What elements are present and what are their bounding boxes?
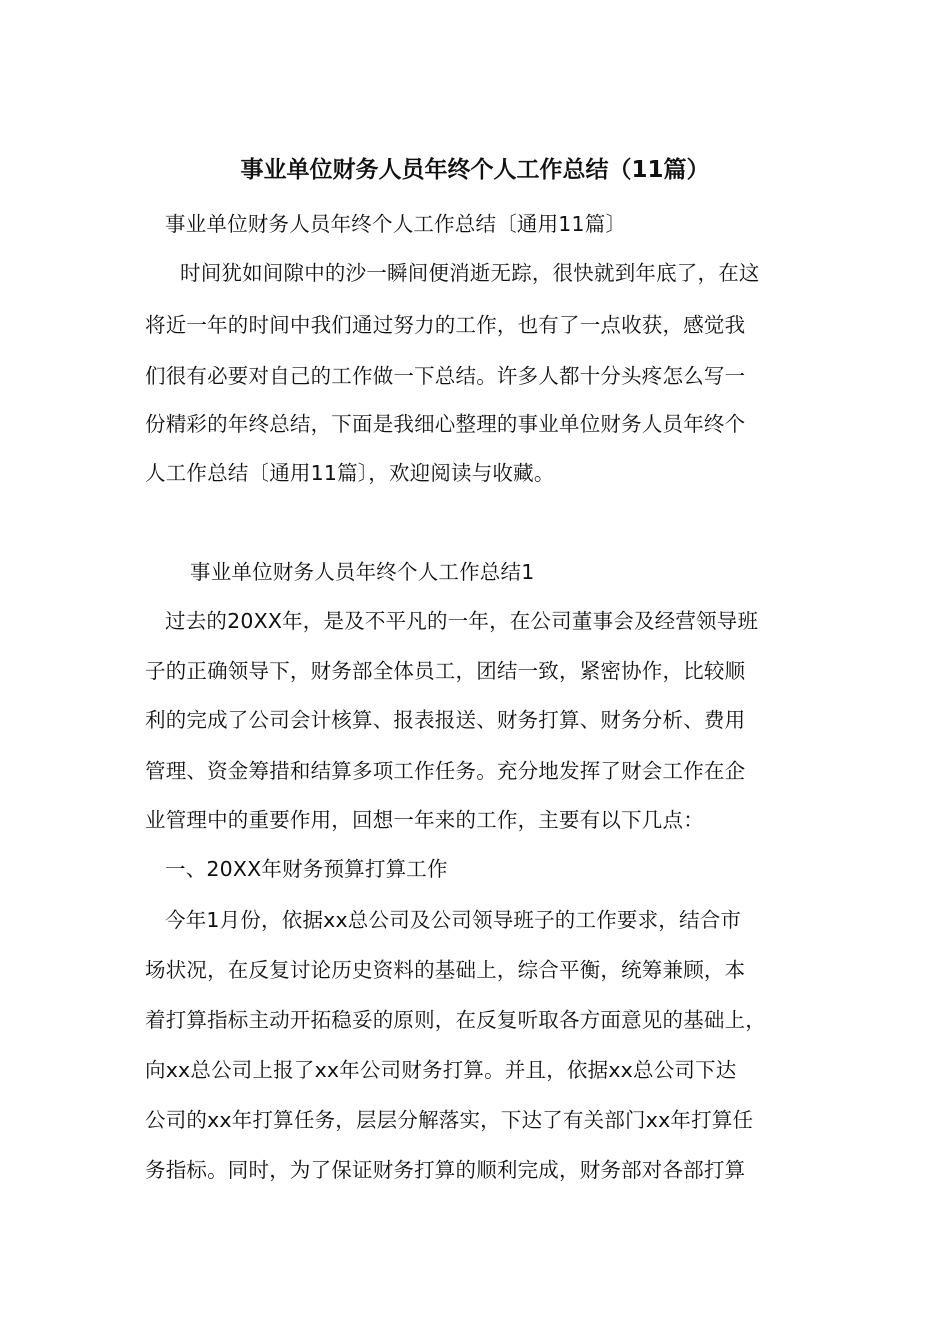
intro-line: 时间犹如间隙中的沙一瞬间便消逝无踪，很快就到年底了，在这	[180, 261, 760, 285]
body-line: 管理、资金筹措和结算多项工作任务。充分地发挥了财会工作在企	[145, 759, 746, 783]
body-line: 过去的20XX年，是及不平凡的一年，在公司董事会及经营领导班	[165, 609, 759, 633]
body-line: 业管理中的重要作用，回想一年来的工作，主要有以下几点：	[145, 808, 704, 832]
body-line: 子的正确领导下，财务部全体员工，团结一致，紧密协作，比较顺	[145, 659, 746, 683]
intro-line: 人工作总结〔通用11篇〕，欢迎阅读与收藏。	[145, 461, 555, 485]
body-line: 利的完成了公司会计核算、报表报送、财务打算、财务分析、费用	[145, 708, 746, 732]
subsection-heading: 一、20XX年财务预算打算工作	[165, 857, 448, 881]
intro-line: 们很有必要对自己的工作做一下总结。许多人都十分头疼怎么写一	[145, 364, 746, 388]
intro-line: 将近一年的时间中我们通过努力的工作，也有了一点收获，感觉我	[145, 313, 746, 337]
body-line: 务指标。同时，为了保证财务打算的顺利完成，财务部对各部打算	[145, 1158, 746, 1182]
section-heading: 事业单位财务人员年终个人工作总结1	[190, 560, 535, 584]
body-line: 场状况，在反复讨论历史资料的基础上，综合平衡，统筹兼顾，本	[145, 958, 746, 982]
body-line: 向xx总公司上报了xx年公司财务打算。并且，依据xx总公司下达	[145, 1058, 737, 1082]
document-title: 事业单位财务人员年终个人工作总结（11篇）	[240, 157, 710, 183]
document-subtitle: 事业单位财务人员年终个人工作总结〔通用11篇〕	[165, 212, 627, 236]
intro-line: 份精彩的年终总结，下面是我细心整理的事业单位财务人员年终个	[145, 412, 746, 436]
body-line: 公司的xx年打算任务，层层分解落实，下达了有关部门xx年打算任	[145, 1108, 754, 1132]
body-line: 今年1月份，依据xx总公司及公司领导班子的工作要求，结合市	[165, 908, 742, 932]
body-line: 着打算指标主动开拓稳妥的原则，在反复听取各方面意见的基础上，	[145, 1008, 766, 1032]
